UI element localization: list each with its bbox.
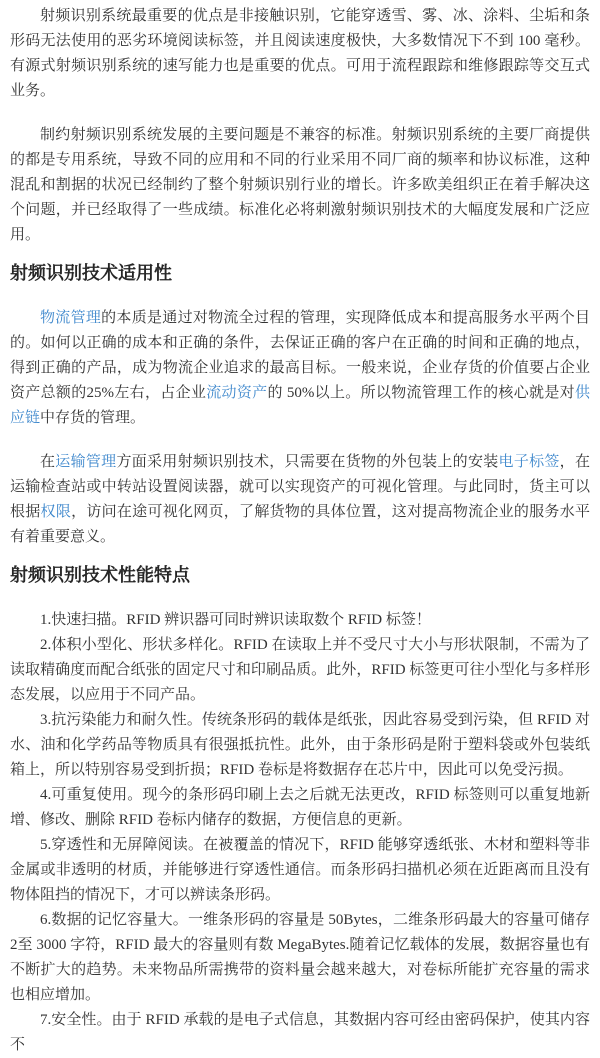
paragraph-rfid-advantages: 射频识别系统最重要的优点是非接触识别，它能穿透雪、雾、冰、涂料、尘垢和条形码无法使用的恶劣环境阅读标签，并且阅读速度极快，大多数情况下不到 100 毫秒。有源式射频识别系统的速写能力也是重要的优点。可用于流程跟踪和维修跟踪等交互式业务。	[10, 8, 590, 99]
paragraph-text-segment: ，访问在途可视化网页，了解货物的具体位置，这对提高物流企业的服务水平有着重要意义。	[10, 504, 590, 545]
feature-item-small-size: 2.体积小型化、形状多样化。RFID 在读取上并不受尺寸大小与形状限制，不需为了读取精确度而配合纸张的固定尺寸和印刷品质。此外，RFID 标签更可往小型化与多样形态发展，以应用于不同产品。	[10, 637, 590, 703]
feature-item-fast-scan: 1.快速扫描。RFID 辨识器可同时辨识读取数个 RFID 标签！	[40, 612, 431, 628]
feature-item-security: 7.安全性。由于 RFID 承载的是电子式信息，其数据内容可经由密码保护，使其内容不	[10, 1012, 590, 1053]
paragraph-text-segment: 方面采用射频识别技术，只需要在货物的外包装上的安装	[116, 454, 499, 470]
paragraph-rfid-standards: 制约射频识别系统发展的主要问题是不兼容的标准。射频识别系统的主要厂商提供的都是专用系统，导致不同的应用和不同的行业采用不同厂商的频率和协议标准，这种混乱和割据的状况已经制约了整个射频识别行业的增长。许多欧美组织正在着手解决这个问题，并已经取得了一些成绩。标准化必将刺激射频识别技术的大幅度发展和广泛应用。	[10, 127, 590, 243]
link-electronic-tag[interactable]: 电子标签	[498, 454, 560, 470]
paragraph-text-segment: 的 50%以上。所以物流管理工作的核心就是对	[267, 385, 575, 401]
link-transport-management[interactable]: 运输管理	[55, 454, 117, 470]
paragraph-text-segment: 中存货的管理。	[40, 410, 146, 426]
feature-item-anti-pollution: 3.抗污染能力和耐久性。传统条形码的载体是纸张，因此容易受到污染，但 RFID 对水、油和化学药品等物质具有很强抵抗性。此外，由于条形码是附于塑料袋或外包装纸箱上，所以特别容易受到折损；RFID 卷标是将数据存在芯片中，因此可以免受污损。	[10, 712, 590, 778]
paragraph-text-segment: 的本质是通过对物流全过程的管理，实现降低成本和提高服务水平两个目的。如何以正确的成本和正确的条件，去保证正确的客户在正确的时间和正确的地点，得到正确的产品，成为物流企业追求的最高目标。一般来说，企业存货的价值要占企业资产总额的25%左右，占企业	[10, 310, 590, 401]
feature-item-penetration: 5.穿透性和无屏障阅读。在被覆盖的情况下，RFID 能够穿透纸张、木材和塑料等非金属或非透明的材质，并能够进行穿透性通信。而条形码扫描机必须在近距离而且没有物体阻挡的情况下，才可以辨读条形码。	[10, 837, 590, 903]
link-supply-chain[interactable]: 供应链	[10, 385, 590, 426]
feature-item-reusable: 4.可重复使用。现今的条形码印刷上去之后就无法更改，RFID 标签则可以重复地新增、修改、删除 RFID 卷标内储存的数据，方便信息的更新。	[10, 787, 590, 828]
paragraph-text-segment: 在	[40, 454, 56, 470]
paragraph-transport-management	[10, 450, 590, 550]
link-permission[interactable]: 权限	[40, 504, 72, 520]
paragraph-logistics-management	[10, 306, 590, 431]
paragraph-text-segment: ，在运输检查站或中转站设置阅读器，就可以实现资产的可视化管理。与此同时，货主可以根据	[10, 454, 590, 520]
link-current-assets[interactable]: 流动资产	[206, 385, 268, 401]
section-heading-performance-features: 射频识别技术性能特点	[10, 565, 190, 585]
feature-item-memory-capacity: 6.数据的记忆容量大。一维条形码的容量是 50Bytes，二维条形码最大的容量可储存 2至 3000 字符，RFID 最大的容量则有数 MegaBytes.随着记忆载体的发展，数据容量也有不断扩大的趋势。未来物品所需携带的资料量会越来越大，对卷标所能扩充容量的需求也相应增加。	[10, 912, 590, 1003]
link-logistics-management[interactable]: 物流管理	[40, 310, 102, 326]
section-heading-applicability: 射频识别技术适用性	[10, 263, 172, 283]
